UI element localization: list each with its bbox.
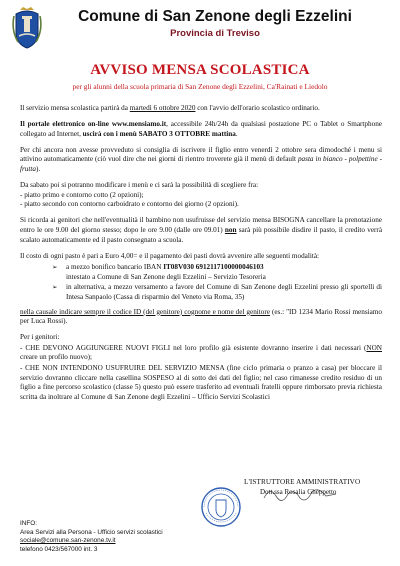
- paragraph-enrollment: Per chi ancora non avesse provveduto si consiglia di iscrivere il figlio entro venerdì 2 ottobre sera dimodoché i menu si attivino automaticamente (ciò vuol dire che nei giorni di rientro troverete già il menù di default pasta in bianco - polpettine - frutta).: [20, 145, 382, 173]
- signer-role: L'ISTRUTTORE AMMINISTRATIVO: [244, 478, 361, 486]
- list-item: ➢ in alternativa, a mezzo versamento a favore del Comune di San Zenone degli Ezzelini presso gli sportelli di Intesa Sanpaolo (Cassa di risparmio del Veneto via Roma, 35): [52, 283, 382, 301]
- notice-title: AVVISO MENSA SCOLASTICA: [90, 62, 310, 78]
- arrow-bullet-icon: ➢: [52, 284, 58, 292]
- start-date: martedì 6 ottobre 2020: [129, 104, 196, 112]
- payment-methods-list: [20, 263, 382, 302]
- paragraph-cost: Il costo di ogni pasto è pari a Euro 4,00= e il pagamento dei pasti dovrà avvenire alle seguenti modalità:: [20, 251, 320, 260]
- arrow-bullet-icon: ➢: [52, 264, 58, 272]
- iban: IT08V030 6912117100000046103: [163, 263, 264, 272]
- signer-name: Dott.ssa Rosalia Gheppetto: [260, 488, 337, 496]
- paragraph-new-children: - CHE DEVONO AGGIUNGERE NUOVI FIGLI nel loro profilo già esistente dovranno inserire i dati necessari (NON creare un profilo nuovo);: [20, 343, 382, 362]
- contact-footer: [20, 520, 220, 554]
- phone-number: telefono 0423/567000 int. 3: [20, 545, 98, 553]
- parents-heading: Per i genitori:: [20, 333, 60, 342]
- email-link[interactable]: sociale@comune.san-zenone.tv.it: [20, 537, 116, 545]
- paragraph-causale: nella causale indicare sempre il codice ID (del genitore) cognome e nome del genitore (es.: "ID 1234 Mario Rossi mensiamo per Luca Rossi).: [20, 307, 382, 326]
- notice-body: [20, 104, 382, 409]
- paragraph-portal: Il portale elettronico on-line www.mensiamo.it, accessibile 24h/24h da qualsiasi postazione PC o Tablet o Smartphone collegato ad Internet, uscirà con i menù SABATO 3 OTTOBRE mattina.: [20, 120, 382, 138]
- paragraph-menu-options: Da sabato poi si potranno modificare i menù e ci sarà la possibilità di scegliere fra: - piatto primo e contorno cotto (2 opzioni); - piatto secondo con contorno carboidrato e contorno dei giorno (2 opzioni).: [20, 181, 259, 209]
- municipality-name: Comune di San Zenone degli Ezzelini: [78, 8, 352, 25]
- info-label: INFO:: [20, 520, 38, 527]
- office-name: Area Servizi alla Persona - Ufficio servizi scolastici: [20, 528, 163, 536]
- paragraph-cancellation: Si ricorda ai genitori che nell'eventualità il bambino non usufruisse del servizio mensa BISOGNA cancellare la prenotazione entro le ore 9.00 del giorno stesso; dopo le ore 9.00 (dalle ore 09.01) non sarà più possibile disdire il pasto, il credito verrà scalato automaticamente ed il pasto consegnato a scuola.: [20, 216, 383, 244]
- portal-link-text[interactable]: Il portale elettronico on-line www.mensiamo.it: [20, 120, 167, 129]
- paragraph-start-date: Il servizio mensa scolastica partirà da martedì 6 ottobre 2020 con l'avvio dell'orario scolastico ordinario.: [20, 104, 320, 112]
- notice-subtitle: per gli alunni della scuola primaria di San Zenone degli Ezzelini, Ca'Rainati e Liedolo: [72, 82, 328, 91]
- paragraph-suspend-service: - CHE NON INTENDONO USUFRUIRE DEL SERVIZIO MENSA (fine ciclo primaria o pranzo a casa) per bloccare il servizio dovranno cliccare nella casellina SOSPESO al di sotto dei dati del figlio; nel caso rimanesse credito residuo di un figlio a fine percorso scolastico (classe 5) questo può essere trasferito ad eventuali fratelli oppure rimborsato previa richiesta scritta da inoltrare al Comune di San Zenone degli Ezzelini – Ufficio Servizi Scolastici: [20, 364, 382, 401]
- list-item: ➢ a mezzo bonifico bancario IBAN IT08V030 6912117100000046103 intestato a Comune di San Zenone degli Ezzelini – Servizio Tesoreria: [52, 263, 266, 281]
- province-name: Provincia di Treviso: [170, 28, 260, 39]
